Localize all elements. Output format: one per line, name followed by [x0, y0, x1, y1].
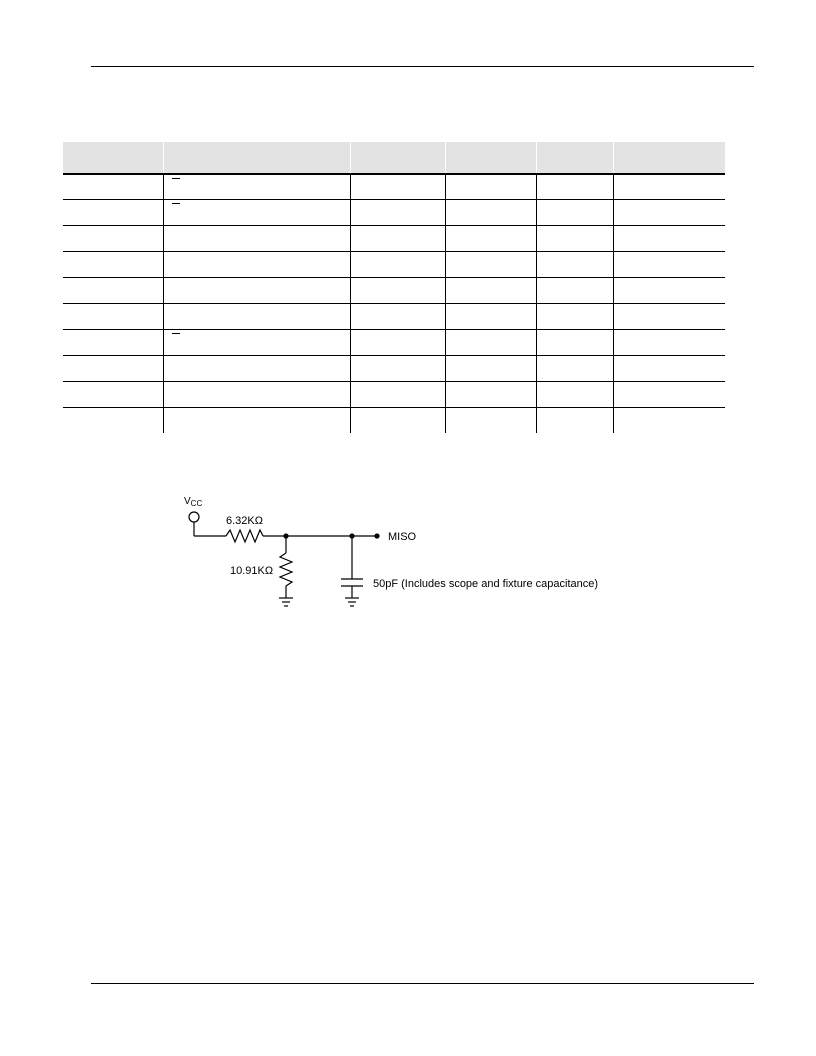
- resistor-r1-icon: [226, 530, 263, 542]
- junction-dot: [349, 533, 354, 538]
- r1-label: 6.32KΩ: [226, 515, 263, 527]
- resistor-r2-icon: [280, 553, 292, 586]
- r2-label: 10.91KΩ: [230, 565, 274, 577]
- footer-rule: [91, 983, 754, 984]
- output-label: MISO: [388, 531, 417, 543]
- capacitor-label: 50pF (Includes scope and fixture capacitance): [373, 578, 599, 590]
- output-terminal: [374, 533, 379, 538]
- vcc-label: $V_{CC}$: [184, 496, 203, 508]
- junction-dot: [283, 533, 288, 538]
- vcc-terminal: [189, 512, 199, 522]
